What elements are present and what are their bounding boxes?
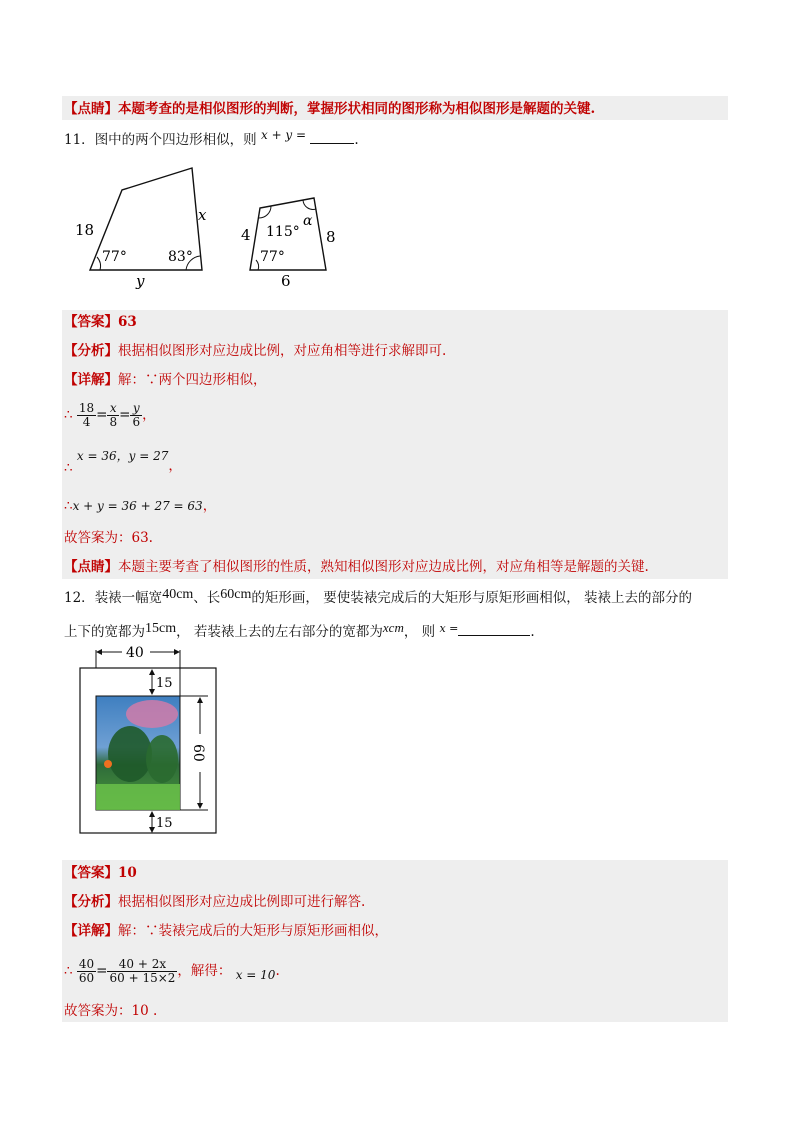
- angle-label-83: 83°: [168, 249, 193, 265]
- question-text: 装裱一幅宽: [94, 590, 163, 606]
- length-value: 60cm: [220, 587, 252, 602]
- q12-detail: [64, 921, 388, 941]
- question-11: [64, 129, 359, 150]
- width-value: 40cm: [162, 587, 194, 602]
- side-label-x: x: [198, 206, 207, 224]
- detail-label: 【详解】: [64, 923, 118, 939]
- angle-label-115: 115°: [266, 224, 300, 240]
- q12-solution-box: [62, 860, 728, 1022]
- answer-value: 63: [118, 314, 137, 330]
- question-end: .: [530, 624, 535, 640]
- solve-text: ，解得：: [177, 963, 232, 979]
- angle-label-77-small: 77°: [260, 249, 285, 265]
- punct: ，: [142, 407, 156, 423]
- side-label-6: 6: [281, 272, 291, 290]
- question-number: 12．: [64, 590, 95, 606]
- question-text: 、长: [193, 590, 221, 606]
- question-number: 11．: [64, 132, 95, 148]
- therefore-symbol: ∴: [64, 963, 73, 979]
- fraction: $\frac{x}{8}$: [109, 401, 118, 429]
- analysis-label: 【分析】: [64, 894, 118, 910]
- answer-blank: [458, 621, 530, 636]
- question-end: .: [354, 132, 359, 148]
- side-label-18: 18: [75, 221, 95, 239]
- step-equation: x + y = 36 + 27 = 63: [72, 499, 203, 513]
- q11-step-3: [64, 496, 216, 516]
- angle-label-alpha: α: [303, 213, 313, 229]
- answer-label: 【答案】: [64, 865, 118, 881]
- margin-value: 15cm: [145, 621, 177, 636]
- key-point-text: 本题主要考查了相似图形的性质，熟知相似图形对应边成比例，对应角相等是解题的关键.: [118, 559, 649, 575]
- question-text: 的矩形画， 要使装裱完成后的大矩形与原矩形画相似， 装裱上去的部分的: [251, 590, 692, 606]
- q11-result: 故答案为：63.: [64, 530, 153, 546]
- bottom-margin-label: 15: [156, 816, 173, 831]
- top-margin-label: 15: [156, 676, 173, 691]
- key-point-text: 本题考查的是相似图形的判断，掌握形状相同的图形称为相似图形是解题的关键.: [118, 101, 596, 117]
- punct: ，: [202, 498, 217, 514]
- answer-blank: [310, 129, 354, 144]
- answer-value: 10: [118, 865, 137, 881]
- therefore-symbol: ∴: [64, 407, 73, 423]
- punct: .: [275, 963, 280, 979]
- question-text: 上下的宽都为: [64, 624, 145, 640]
- question-expression: x =: [439, 622, 459, 635]
- q12-result: 故答案为：10 .: [64, 1003, 158, 1019]
- side-label-8: 8: [326, 228, 336, 246]
- fraction: $\frac{18}{4}$: [78, 401, 95, 429]
- detail-text: 解：∵两个四边形相似，: [118, 372, 267, 388]
- width-label: 40: [126, 645, 144, 661]
- angle-arc: [256, 260, 259, 270]
- detail-text: 解：∵装裱完成后的大矩形与原矩形画相似，: [118, 923, 388, 939]
- q11-step-1: ∴ $\frac{18}{4}$ = $\frac{x}{8}$ = $\frac{y}{6}$ ，: [64, 401, 156, 429]
- side-label-4: 4: [241, 226, 251, 244]
- q11-step-2: [64, 446, 182, 478]
- punct: ，: [168, 458, 182, 474]
- analysis-text: 根据相似图形对应边成比例，对应角相等进行求解即可.: [118, 343, 447, 359]
- fraction: $\frac{40}{60}$: [78, 957, 95, 985]
- analysis-label: 【分析】: [64, 343, 118, 359]
- key-point-label: 【点睛】: [64, 101, 118, 117]
- analysis-text: 根据相似图形对应边成比例即可进行解答.: [118, 894, 366, 910]
- q12-answer: [64, 863, 137, 883]
- answer-label: 【答案】: [64, 314, 118, 330]
- q11-analysis: [64, 341, 446, 361]
- solution-value: x = 10: [235, 968, 276, 982]
- question-12-line-2: [64, 621, 535, 643]
- fraction: $\frac{y}{6}$: [132, 401, 141, 429]
- q11-key-point: [64, 557, 649, 577]
- top-key-point: [64, 99, 595, 119]
- key-point-label: 【点睛】: [64, 559, 118, 575]
- question-text: ， 则: [403, 624, 436, 640]
- step-equation: x = 36，y = 27: [76, 449, 169, 463]
- q11-detail: [64, 370, 267, 390]
- question-text: ， 若装裱上去的左右部分的宽都为: [176, 624, 383, 640]
- x-value: xcm: [382, 620, 404, 635]
- question-text: 图中的两个四边形相似，则: [94, 132, 257, 148]
- therefore-symbol: ∴: [64, 460, 73, 476]
- detail-label: 【详解】: [64, 372, 118, 388]
- side-label-y: y: [136, 272, 145, 290]
- therefore-symbol: ∴: [64, 498, 73, 514]
- height-label: 60: [190, 744, 206, 762]
- angle-arc: [97, 257, 101, 270]
- angle-label-77: 77°: [102, 249, 127, 265]
- q12-equation: ∴ $\frac{40}{60}$ = $\frac{40 + 2x}{60 + 15\times 2}$ ，解得： x = 10.: [64, 957, 280, 985]
- quadrilaterals-figure: [70, 160, 370, 290]
- question-12-line-1: [64, 588, 692, 609]
- framed-painting-figure: [72, 644, 232, 844]
- question-expression: x + y =: [260, 128, 307, 142]
- q12-analysis: [64, 892, 365, 912]
- fraction: $\frac{40 + 2x}{60 + 15\times 2}$: [109, 957, 176, 985]
- q11-answer: [64, 312, 137, 332]
